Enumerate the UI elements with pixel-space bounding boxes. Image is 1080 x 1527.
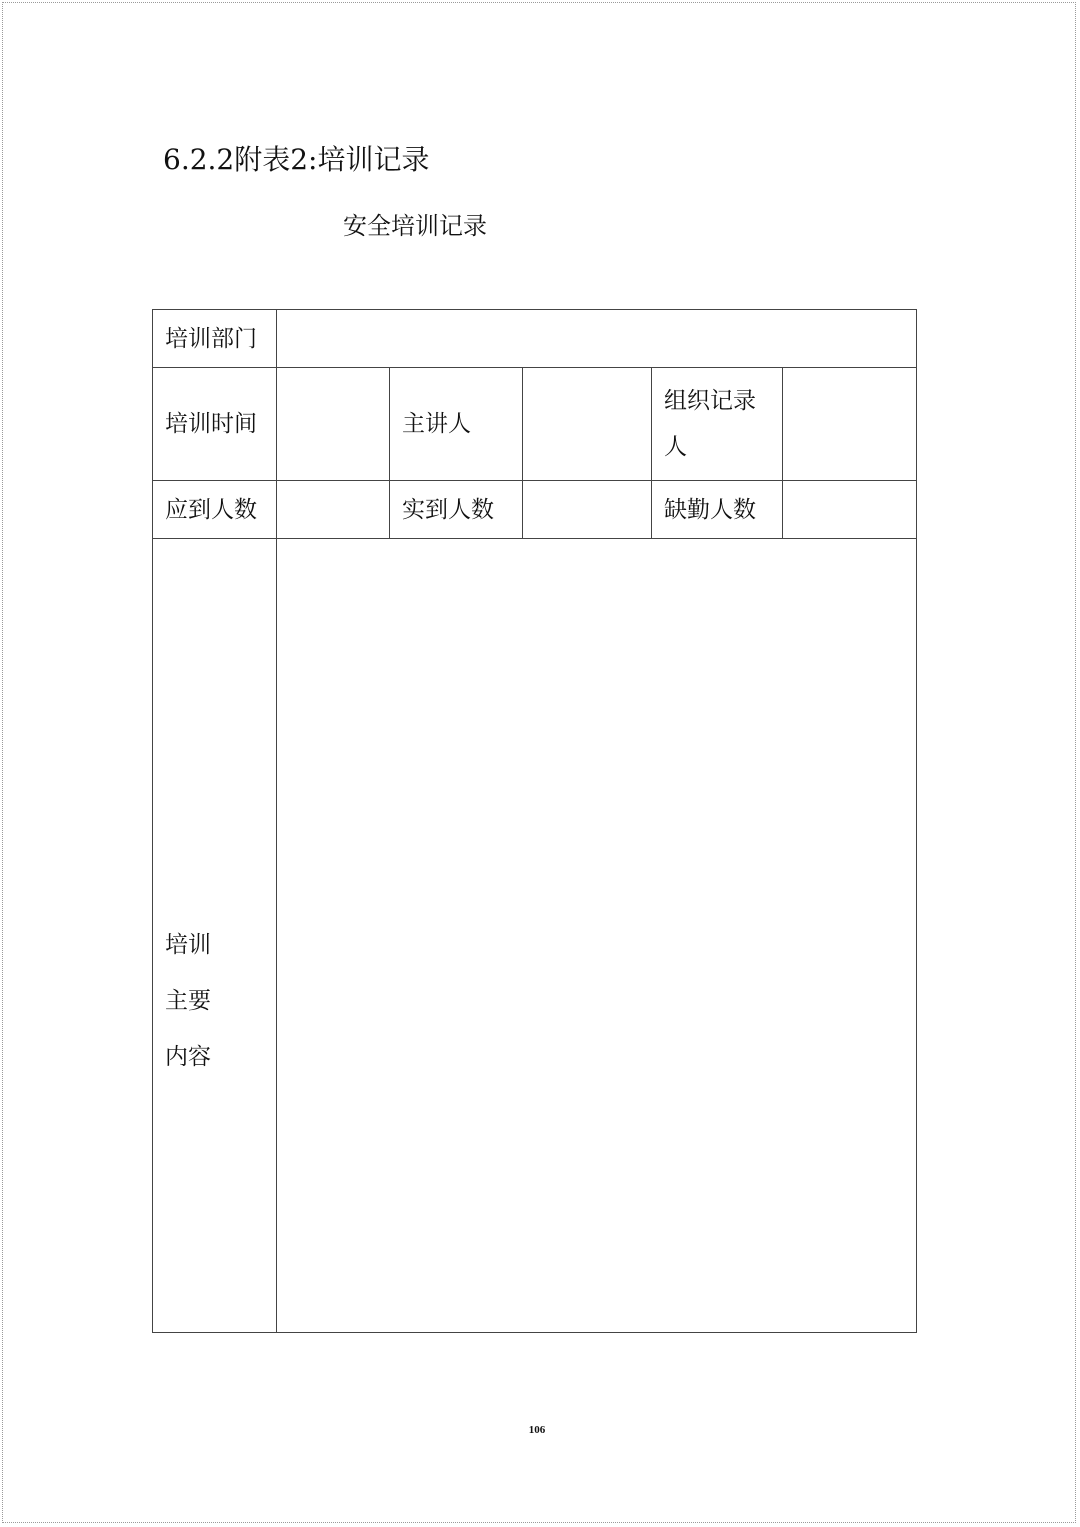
table-row-department (153, 310, 917, 368)
table-row-time (153, 368, 917, 481)
department-label: 培训部门 (153, 310, 277, 368)
section-heading: 6.2.2附表2:培训记录 (163, 143, 430, 176)
speaker-label: 主讲人 (390, 368, 523, 481)
table-row-attendance (153, 481, 917, 539)
training-time-label: 培训时间 (153, 368, 277, 481)
content-field[interactable] (277, 539, 917, 1333)
training-record-table (152, 309, 917, 1333)
department-field[interactable] (277, 310, 917, 368)
organizer-label: 组织记录人 (652, 368, 783, 481)
actual-count-field[interactable] (523, 481, 652, 539)
content-label-line: 培训 (165, 931, 211, 958)
expected-count-label: 应到人数 (153, 481, 277, 539)
content-label (153, 539, 277, 1333)
page-number: 106 (528, 1424, 546, 1436)
absent-count-label: 缺勤人数 (652, 481, 783, 539)
table-row-content (153, 539, 917, 1333)
content-label-line: 主要 (165, 987, 211, 1014)
speaker-field[interactable] (523, 368, 652, 481)
absent-count-field[interactable] (783, 481, 917, 539)
document-title: 安全培训记录 (343, 212, 487, 240)
actual-count-label: 实到人数 (390, 481, 523, 539)
training-time-field[interactable] (277, 368, 390, 481)
organizer-field[interactable] (783, 368, 917, 481)
content-label-line: 内容 (165, 1043, 211, 1070)
expected-count-field[interactable] (277, 481, 390, 539)
